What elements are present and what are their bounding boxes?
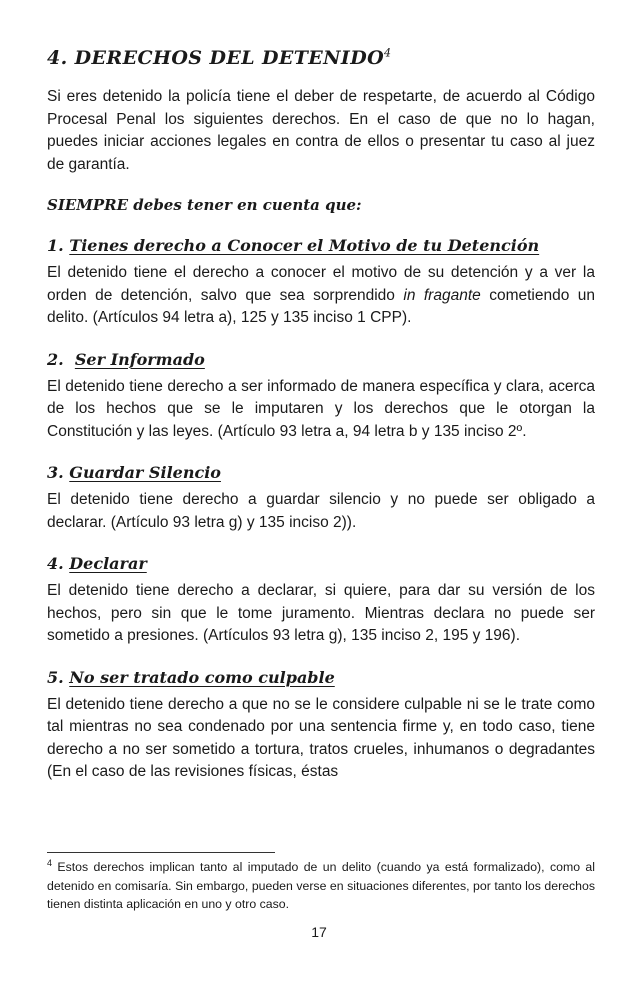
item-title (47, 552, 595, 576)
right-item-2 (47, 348, 595, 444)
item-number: 2. (47, 349, 64, 369)
item-number: 4. (47, 554, 64, 573)
item-title (47, 234, 595, 258)
footnote-text: Estos derechos implican tanto al imputado de un delito (cuando ya está formalizado), como al detenido en comisaría. Sin embargo, pueden verse en situaciones diferentes, por tanto los derechos tienen distinta aplicación en uno y otro caso. (47, 860, 595, 911)
item-paragraph: El detenido tiene el derecho a conocer el motivo de su detención y a ver la orden de detención, salvo que sea sorprendido in fragante cometiendo un delito. (Artículos 94 letra a), 125 y 135 inciso 1 CPP). (47, 264, 596, 326)
item-title-text: No ser tratado como culpable (69, 667, 335, 687)
footnote (47, 858, 595, 914)
page-number: 17 (311, 924, 327, 940)
page-content (47, 44, 595, 784)
footnote-marker: 4 (47, 857, 53, 868)
right-item-1 (47, 234, 595, 330)
item-number: 1. (47, 236, 64, 255)
item-paragraph: El detenido tiene derecho a guardar silencio y no puede ser obligado a declarar. (Artículo 93 letra g) y 135 inciso 2)). (47, 491, 595, 531)
item-number: 5. (47, 667, 64, 687)
subheading: SIEMPRE debes tener en cuenta que: (47, 196, 362, 214)
item-title-text: Ser Informado (74, 349, 205, 369)
item-title-text: Guardar Silencio (69, 463, 221, 482)
item-title-text: Tienes derecho a Conocer el Motivo de tu Detención (69, 236, 540, 255)
intro-paragraph: Si eres detenido la policía tiene el deber de respetarte, de acuerdo al Código Procesal Penal los siguientes derechos. En el caso de que no lo hagan, puedes iniciar acciones legales en contra de ellos o presentar tu caso al juez de garantía. (47, 88, 595, 173)
item-title (47, 348, 595, 372)
item-title (47, 666, 595, 690)
section-title: 4. DERECHOS DEL DETENIDO$^4$ (47, 46, 392, 69)
footnote-reference: 4 (384, 46, 392, 60)
item-paragraph: El detenido tiene derecho a ser informado de manera específica y clara, acerca de los hechos que se le imputaren y los derechos que le otorgan la Constitución y las leyes. (Artículo 93 letra a, 94 letra b y 135 inciso 2º. (47, 377, 595, 440)
item-paragraph: El detenido tiene derecho a que no se le considere culpable ni se le trate como tal mientras no sea condenado por una sentencia firme y, en todo caso, tiene derecho a no ser sometido a tortura, tratos crueles, inhumanos o degradantes (En el caso de las revisiones físicas, éstas (47, 695, 595, 780)
italic-term: in fragante (403, 286, 481, 304)
right-item-5 (47, 666, 595, 784)
item-paragraph: El detenido tiene derecho a declarar, si quiere, para dar su versión de los hechos, pero sin que le tome juramento. Mientras declara no puede ser sometido a presiones. (Artículos 93 letra g), 135 inciso 2, 195 y 196). (47, 582, 595, 644)
footnote-divider (47, 852, 275, 853)
right-item-4 (47, 552, 595, 648)
item-title-text: Declarar (69, 554, 147, 573)
right-item-3 (47, 461, 595, 534)
item-number: 3. (47, 463, 64, 482)
item-title (47, 461, 595, 485)
